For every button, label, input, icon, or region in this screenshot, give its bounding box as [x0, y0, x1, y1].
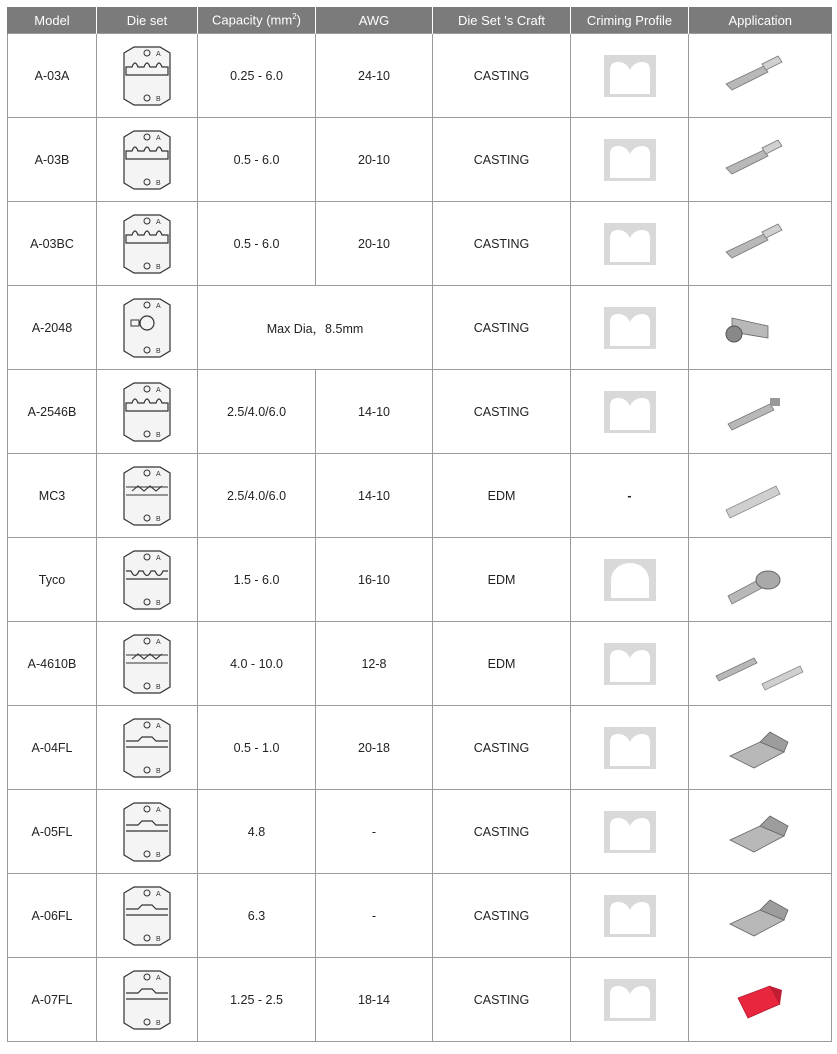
table-row [8, 706, 832, 790]
awg-cell: 16-10 [316, 538, 433, 622]
header-model: Model [8, 7, 97, 34]
table-row [8, 454, 832, 538]
die-set-cell [97, 202, 198, 286]
awg-cell: 20-10 [316, 202, 433, 286]
application-cell [689, 202, 832, 286]
application-cell [689, 538, 832, 622]
header-craft: Die Set 's Craft [433, 7, 571, 34]
application-cell [689, 790, 832, 874]
die-flat-icon [118, 885, 176, 947]
craft-cell: CASTING [433, 202, 571, 286]
die-set-cell [97, 286, 198, 370]
svg-text:A: A [156, 386, 161, 394]
die-hex-icon [118, 465, 176, 527]
craft-cell: EDM [433, 454, 571, 538]
svg-text:B: B [156, 851, 161, 859]
model-cell: A-03BC [8, 202, 97, 286]
application-cell [689, 370, 832, 454]
flag-terminal-icon [714, 44, 806, 108]
svg-text:B: B [156, 935, 161, 943]
svg-text:A: A [156, 974, 161, 982]
table-row [8, 286, 832, 370]
awg-cell: - [316, 874, 433, 958]
application-cell [689, 958, 832, 1042]
crimp-profile-icon [603, 306, 657, 350]
svg-text:B: B [156, 683, 161, 691]
capacity-cell: 4.8 [198, 790, 316, 874]
round-profile-icon [603, 558, 657, 602]
model-cell: A-04FL [8, 706, 97, 790]
svg-text:B: B [156, 599, 161, 607]
die-set-cell [97, 874, 198, 958]
svg-text:A: A [156, 890, 161, 898]
crimp-profile-icon [603, 54, 657, 98]
awg-cell: 14-10 [316, 454, 433, 538]
crimp-profile-icon [603, 894, 657, 938]
header-application: Application [689, 7, 832, 34]
flag-terminal-icon [714, 128, 806, 192]
die-set-cell [97, 706, 198, 790]
header-capacity-text: Capacity (mm [212, 12, 293, 28]
awg-cell: 12-8 [316, 622, 433, 706]
die-set-cell [97, 370, 198, 454]
svg-text:B: B [156, 767, 161, 775]
profile-cell [571, 34, 689, 118]
svg-text:B: B [156, 347, 161, 355]
capacity-cell: 0.5 - 1.0 [198, 706, 316, 790]
craft-cell: CASTING [433, 874, 571, 958]
profile-cell [571, 286, 689, 370]
model-cell: A-03A [8, 34, 97, 118]
capacity-cell: 1.25 - 2.5 [198, 958, 316, 1042]
die-three-notch-icon [118, 45, 176, 107]
craft-cell: CASTING [433, 34, 571, 118]
svg-text:A: A [156, 470, 161, 478]
capacity-cell: 4.0 - 10.0 [198, 622, 316, 706]
craft-cell: CASTING [433, 706, 571, 790]
ring-terminal-icon [714, 296, 806, 360]
crimp-die-spec-table [7, 7, 832, 1042]
die-three-notch-icon [118, 381, 176, 443]
awg-cell: 20-10 [316, 118, 433, 202]
svg-text:B: B [156, 95, 161, 103]
table-row [8, 538, 832, 622]
table-row [8, 118, 832, 202]
svg-text:B: B [156, 179, 161, 187]
model-cell: Tyco [8, 538, 97, 622]
profile-cell [571, 370, 689, 454]
model-cell: A-03B [8, 118, 97, 202]
profile-cell [571, 874, 689, 958]
profile-cell [571, 958, 689, 1042]
svg-text:B: B [156, 1019, 161, 1027]
die-set-cell [97, 454, 198, 538]
craft-cell: CASTING [433, 286, 571, 370]
table-row [8, 874, 832, 958]
svg-text:A: A [156, 722, 161, 730]
capacity-cell: 6.3 [198, 874, 316, 958]
capacity-cell: 1.5 - 6.0 [198, 538, 316, 622]
capacity-cell: 0.5 - 6.0 [198, 202, 316, 286]
capacity-cell: 0.25 - 6.0 [198, 34, 316, 118]
application-cell [689, 34, 832, 118]
pin-terminal-icon [714, 380, 806, 444]
crimp-profile-icon [603, 222, 657, 266]
table-row [8, 958, 832, 1042]
profile-cell [571, 118, 689, 202]
flag-receptacle-icon [714, 800, 806, 864]
capacity-merged-cell: Max Dia，8.5mm [198, 286, 433, 370]
die-set-cell [97, 958, 198, 1042]
table-row [8, 790, 832, 874]
die-flat-icon [118, 801, 176, 863]
model-cell: MC3 [8, 454, 97, 538]
crimp-profile-icon [603, 810, 657, 854]
craft-cell: CASTING [433, 958, 571, 1042]
die-round-notch-icon [118, 549, 176, 611]
capacity-cell: 0.5 - 6.0 [198, 118, 316, 202]
svg-text:A: A [156, 134, 161, 142]
flag-receptacle-icon [714, 716, 806, 780]
flag-receptacle-icon [714, 884, 806, 948]
die-set-cell [97, 622, 198, 706]
awg-cell: 24-10 [316, 34, 433, 118]
header-capacity-close: ) [296, 12, 301, 28]
table-row [8, 370, 832, 454]
die-single-icon [118, 297, 176, 359]
barrel-terminal-icon [714, 548, 806, 612]
svg-text:B: B [156, 515, 161, 523]
svg-text:A: A [156, 554, 161, 562]
svg-text:B: B [156, 263, 161, 271]
svg-text:B: B [156, 431, 161, 439]
header-awg: AWG [316, 7, 433, 34]
application-cell [689, 622, 832, 706]
application-cell [689, 118, 832, 202]
die-flat-icon [118, 969, 176, 1031]
craft-cell: CASTING [433, 790, 571, 874]
svg-text:A: A [156, 218, 161, 226]
svg-text:A: A [156, 302, 161, 310]
profile-cell [571, 622, 689, 706]
awg-cell: - [316, 790, 433, 874]
table-row [8, 34, 832, 118]
model-cell: A-05FL [8, 790, 97, 874]
craft-cell: EDM [433, 538, 571, 622]
die-set-cell [97, 538, 198, 622]
profile-cell [571, 706, 689, 790]
profile-cell [571, 538, 689, 622]
die-three-notch-icon [118, 213, 176, 275]
header-profile: Criming Profile [571, 7, 689, 34]
model-cell: A-07FL [8, 958, 97, 1042]
craft-cell: CASTING [433, 370, 571, 454]
model-cell: A-2546B [8, 370, 97, 454]
application-cell [689, 874, 832, 958]
die-set-cell [97, 118, 198, 202]
profile-cell [571, 790, 689, 874]
awg-cell: 18-14 [316, 958, 433, 1042]
profile-cell: - [571, 454, 689, 538]
header-die-set: Die set [97, 7, 198, 34]
svg-text:A: A [156, 806, 161, 814]
table-row [8, 622, 832, 706]
craft-cell: CASTING [433, 118, 571, 202]
header-capacity-sup: 2 [292, 12, 297, 22]
crimp-profile-icon [603, 390, 657, 434]
crimp-profile-icon [603, 642, 657, 686]
application-cell [689, 706, 832, 790]
crimp-profile-icon [603, 726, 657, 770]
capacity-cell: 2.5/4.0/6.0 [198, 370, 316, 454]
header-row [8, 7, 832, 34]
awg-cell: 14-10 [316, 370, 433, 454]
table-row [8, 202, 832, 286]
svg-text:A: A [156, 638, 161, 646]
tube-terminal-icon [714, 464, 806, 528]
crimp-profile-icon [603, 978, 657, 1022]
die-set-cell [97, 34, 198, 118]
die-three-notch-icon [118, 129, 176, 191]
pin-and-tube-icon [714, 632, 806, 696]
svg-text:A: A [156, 50, 161, 58]
die-flat-icon [118, 717, 176, 779]
application-cell [689, 286, 832, 370]
red-insulated-terminal-icon [714, 968, 806, 1032]
header-capacity [198, 7, 316, 34]
model-cell: A-4610B [8, 622, 97, 706]
die-set-cell [97, 790, 198, 874]
die-hex-icon [118, 633, 176, 695]
model-cell: A-06FL [8, 874, 97, 958]
craft-cell: EDM [433, 622, 571, 706]
model-cell: A-2048 [8, 286, 97, 370]
flag-terminal-icon [714, 212, 806, 276]
application-cell [689, 454, 832, 538]
profile-cell [571, 202, 689, 286]
crimp-profile-icon [603, 138, 657, 182]
capacity-cell: 2.5/4.0/6.0 [198, 454, 316, 538]
awg-cell: 20-18 [316, 706, 433, 790]
